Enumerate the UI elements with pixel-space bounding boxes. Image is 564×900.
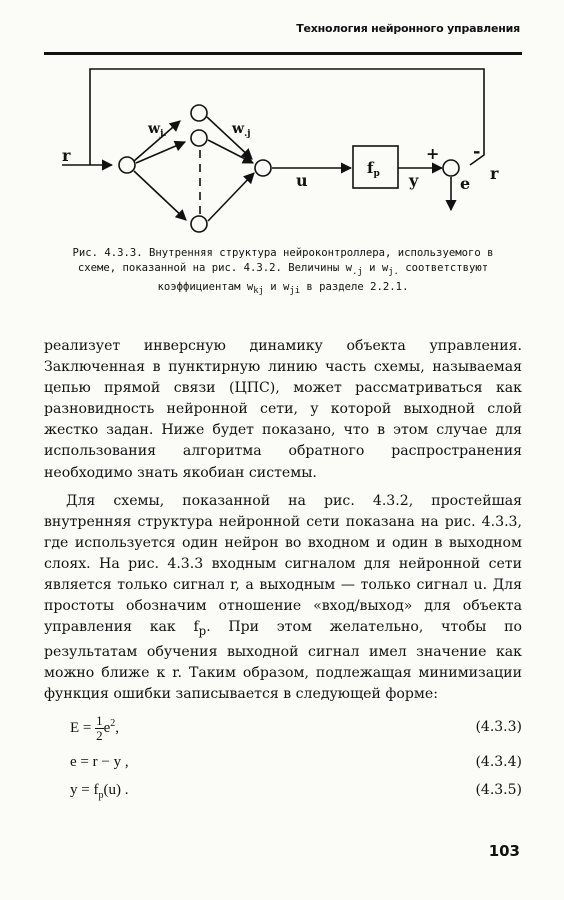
weight-out-label: w	[232, 121, 245, 137]
equation-4-3-5: $y = f_p(u)$ . (4.3.5)	[70, 782, 522, 801]
caption-line-2: схеме, показанной на рис. 4.3.2. Величины $w_{.j}$ и $w_{j.}$ соответствуют	[77, 262, 489, 278]
weight-line-3	[134, 171, 186, 220]
running-title: Технология нейронного управления	[296, 22, 520, 35]
equation-number: (4.3.4)	[475, 754, 522, 770]
signal-y-label: y	[409, 171, 419, 190]
body-text	[44, 336, 522, 705]
plant-block	[353, 146, 398, 188]
weight-in-subscript: j.	[160, 129, 167, 139]
minus-sign: -	[473, 141, 481, 162]
neurocontroller-diagram	[0, 55, 564, 245]
paragraph-1: реализует инверсную динамику объекта управления. Заключенная в пунктирную линию часть схемы, называемая цепью прямой связи (ЦПС), может рассматриваться как разновидность нейронной сети, у которой выходной слой жестко задан. Ниже будет показано, что в этом случае для использования алгоритма обратного распространения необходимо знать якобиан системы.	[44, 338, 522, 481]
svg-text:w.j	[231, 121, 250, 139]
plant-subscript: p	[373, 169, 380, 179]
plant-label: f	[367, 159, 374, 177]
weight-out-subscript: .j	[244, 129, 251, 139]
weight-in-label: w	[148, 121, 161, 137]
output-r-label: r	[490, 164, 499, 183]
feedback-loop-line	[90, 69, 484, 165]
output-neuron	[255, 160, 271, 176]
weight-line-5	[208, 140, 253, 163]
summing-junction	[443, 160, 459, 176]
svg-text:wj.	[147, 121, 166, 139]
hidden-neuron-1	[191, 105, 207, 121]
hidden-neuron-3	[191, 216, 207, 232]
caption-line-1: Рис. 4.3.3. Внутренняя структура нейроконтроллера, используемого в	[72, 247, 494, 259]
input-neuron	[119, 157, 135, 173]
signal-u-label: u	[296, 171, 308, 190]
equation-number: (4.3.3)	[475, 719, 522, 735]
hidden-neuron-2	[191, 130, 207, 146]
paragraph-2: Для схемы, показанной на рис. 4.3.2, простейшая внутренняя структура нейронной сети показана на рис. 4.3.3, где используется один нейрон во входном и один в выходном слоях. На рис. 4.3.3 входным сигналом для нейронной сети является только сигнал r, а выходным — только сигнал u. Для простоты обозначим отношение «вход/выход» для объекта управления как $f_p$. При этом желательно, чтобы по результатам обучения выходной сигнал имел значение как можно ближе к r. Таким образом, подлежащая минимизации функция ошибки записывается в следующей форме:	[44, 492, 522, 703]
weight-line-6	[208, 173, 254, 221]
input-r-label: r	[62, 146, 71, 165]
caption-line-3: коэффициентам $w_{kj}$ и $w_{ji}$ в разделе 2.2.1.	[157, 281, 409, 297]
figure-caption	[44, 246, 522, 299]
equation-number: (4.3.5)	[475, 782, 522, 798]
error-e-label: e	[460, 174, 471, 193]
equation-4-3-4: e = r − y , (4.3.4)	[70, 754, 522, 770]
plus-sign: +	[426, 144, 440, 163]
equation-4-3-3: E = $\frac{1}{2}$ $e^2$, (4.3.3)	[70, 713, 522, 743]
page-number: 103	[488, 842, 520, 860]
